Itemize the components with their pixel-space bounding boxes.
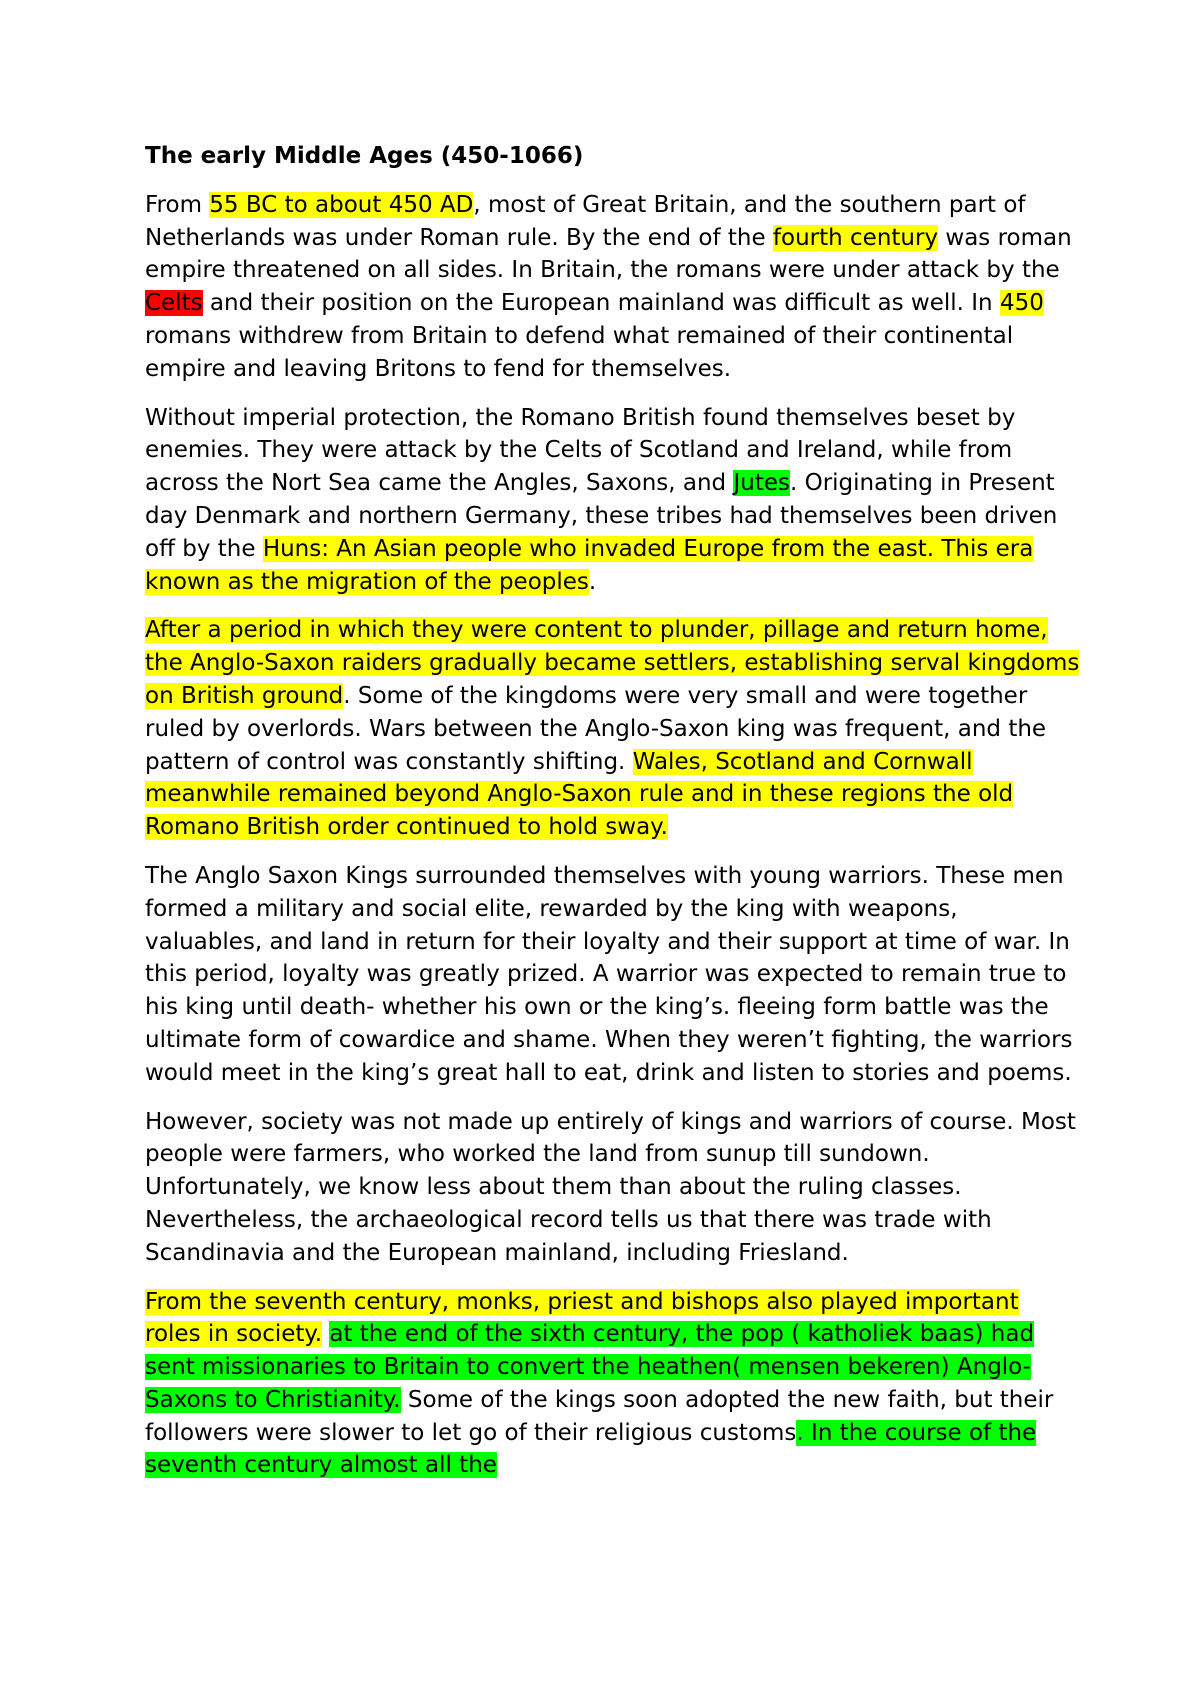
highlighted-text: fourth century: [772, 224, 939, 251]
paragraph-5: [145, 1106, 1080, 1270]
highlighted-text: Jutes: [733, 470, 790, 497]
paragraph-1: [145, 189, 1080, 386]
text-run: Some of the kings soon adopted the new faith, but their followers were slower to let go of their religious customs: [145, 1386, 1054, 1446]
highlighted-text: From the seventh century, monks, priest and bishops also played important roles in society.: [145, 1288, 1019, 1348]
text-run: and their position on the European mainland was difficult as well. In: [202, 290, 1000, 317]
document-title: The early Middle Ages (450-1066): [145, 143, 584, 169]
text-run: From: [145, 191, 210, 218]
highlighted-text: 55 BC to about 450 AD: [209, 191, 474, 218]
text-run: romans withdrew from Britain to defend what remained of their continental empire and leaving Britons to fend for themselves.: [145, 322, 1014, 382]
text-run: . Some of the kingdoms were very small and were together ruled by overlords. Wars between the Anglo-Saxon king was frequent, and the pattern of control was constantly shifting.: [145, 682, 1047, 775]
text-run: was roman empire threatened on all sides. In Britain, the romans were under attack by the: [145, 224, 1072, 284]
paragraph-2: [145, 402, 1080, 599]
highlighted-text: Huns: An Asian people who invaded Europe from the east. This era known as the migration of the peoples: [145, 535, 1034, 595]
highlighted-text: Celts: [145, 290, 203, 317]
document-body: [145, 140, 1080, 1498]
highlighted-text: at the end of the sixth century, the pop ( katholiek baas) had sent missionaries to Britain to convert the heathen( mensen bekeren) Anglo-Saxons to Christianity.: [145, 1321, 1035, 1413]
highlighted-text: After a period in which they were content to plunder, pillage and return home, the Anglo-Saxon raiders gradually became settlers, establishing serval kingdoms on British ground: [145, 617, 1080, 709]
text-run: .: [588, 568, 597, 595]
text-run: , most of Great Britain, and the southern part of Netherlands was under Roman rule. By the end of the: [145, 191, 1026, 251]
paragraph-3: [145, 614, 1080, 844]
paragraph-4: [145, 860, 1080, 1090]
text-run: The Anglo Saxon Kings surrounded themselves with young warriors. These men formed a military and social elite, rewarded by the king with weapons, valuables, and land in return for their loyalty and their support at time of war. In this period, loyalty was greatly prized. A warrior was expected to remain true to his king until death- whether his own or the king’s. fleeing form battle was the ultimate form of cowardice and shame. When they weren’t fighting, the warriors would meet in the king’s great hall to eat, drink and listen to stories and poems.: [145, 862, 1073, 1086]
highlighted-text: Wales, Scotland and Cornwall meanwhile remained beyond Anglo-Saxon rule and in these regions the old Romano British order continued to hold sway.: [145, 748, 1014, 841]
paragraph-6: [145, 1286, 1080, 1483]
text-run: However, society was not made up entirely of kings and warriors of course. Most people were farmers, who worked the land from sunup till sundown. Unfortunately, we know less about them than about the ruling classes. Nevertheless, the archaeological record tells us that there was trade with Scandinavia and the European mainland, including Friesland.: [145, 1108, 1076, 1266]
text-run: Without imperial protection, the Romano British found themselves beset by enemies. They were attack by the Celts of Scotland and Ireland, while from across the Nort Sea came the Angles, Saxons, and: [145, 404, 1016, 497]
highlighted-text: 450: [999, 290, 1044, 317]
text-run: . Originating in Present day Denmark and northern Germany, these tribes had themselves been driven off by the: [145, 470, 1058, 562]
highlighted-text: . In the course of the seventh century almost all the: [145, 1419, 1037, 1479]
